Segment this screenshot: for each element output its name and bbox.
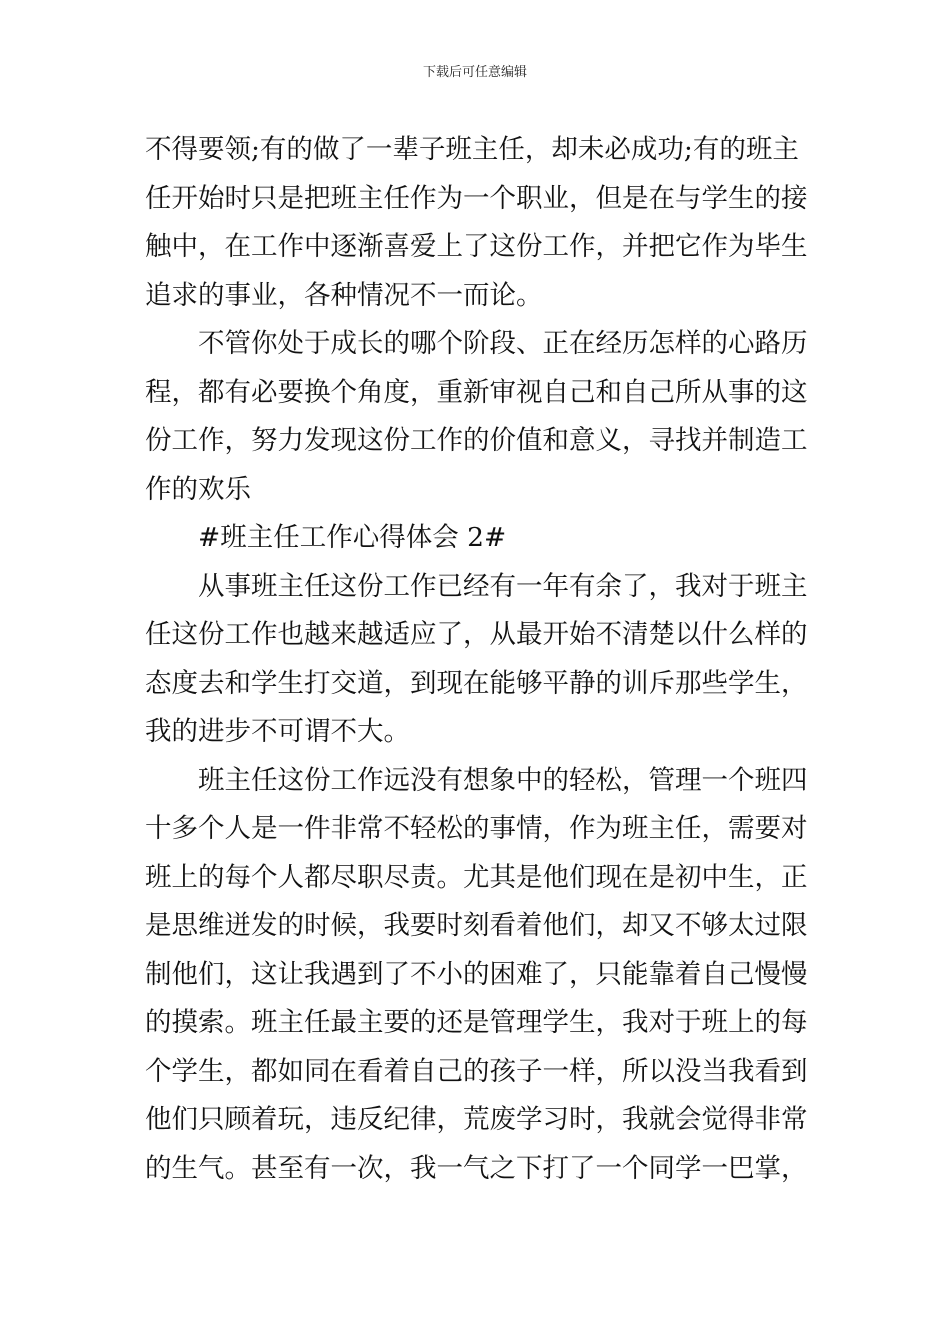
text-line: 任开始时只是把班主任作为一个职业，但是在与学生的接 [145, 182, 808, 214]
section-heading: #班主任工作心得体会 2# [198, 522, 507, 553]
paragraph-first-line: 班主任这份工作远没有想象中的轻松，管理一个班四 [198, 764, 808, 796]
text-line: 他们只顾着玩，违反纪律，荒废学习时，我就会觉得非常 [145, 1104, 808, 1135]
text-line: 班上的每个人都尽职尽责。尤其是他们现在是初中生，正 [145, 861, 808, 893]
text-line: 任这份工作也越来越适应了，从最开始不清楚以什么样的 [145, 619, 808, 650]
text-line: 的生气。甚至有一次，我一气之下打了一个同学一巴掌， [145, 1152, 808, 1184]
text-line: 个学生，都如同在看着自己的孩子一样，所以没当我看到 [145, 1055, 808, 1087]
text-line: 份工作，努力发现这份工作的价值和意义，寻找并制造工 [145, 425, 808, 456]
text-line: 十多个人是一件非常不轻松的事情，作为班主任，需要对 [145, 813, 808, 844]
paragraph-first-line: 不管你处于成长的哪个阶段、正在经历怎样的心路历 [198, 328, 808, 359]
document-body [145, 126, 810, 1193]
text-line: 作的欢乐 [145, 473, 251, 505]
text-line: 我的进步不可谓不大。 [145, 716, 410, 747]
text-line: 的摸索。班主任最主要的还是管理学生，我对于班上的每 [145, 1007, 808, 1038]
text-line: 程，都有必要换个角度，重新审视自己和自己所从事的这 [145, 376, 808, 408]
text-line: 触中，在工作中逐渐喜爱上了这份工作，并把它作为毕生 [145, 231, 808, 262]
paragraph-first-line: 从事班主任这份工作已经有一年有余了，我对于班主 [198, 570, 808, 602]
page-header: 下载后可任意编辑 [422, 65, 527, 80]
text-line: 制他们，这让我遇到了不小的困难了，只能靠着自己慢慢 [145, 958, 808, 990]
text-line: 不得要领;有的做了一辈子班主任，却未必成功;有的班主 [145, 134, 799, 165]
text-line: 态度去和学生打交道，到现在能够平静的训斥那些学生， [145, 667, 808, 699]
text-line: 是思维迸发的时候，我要时刻看着他们，却又不够太过限 [145, 910, 808, 941]
text-line: 追求的事业，各种情况不一而论。 [145, 279, 543, 311]
